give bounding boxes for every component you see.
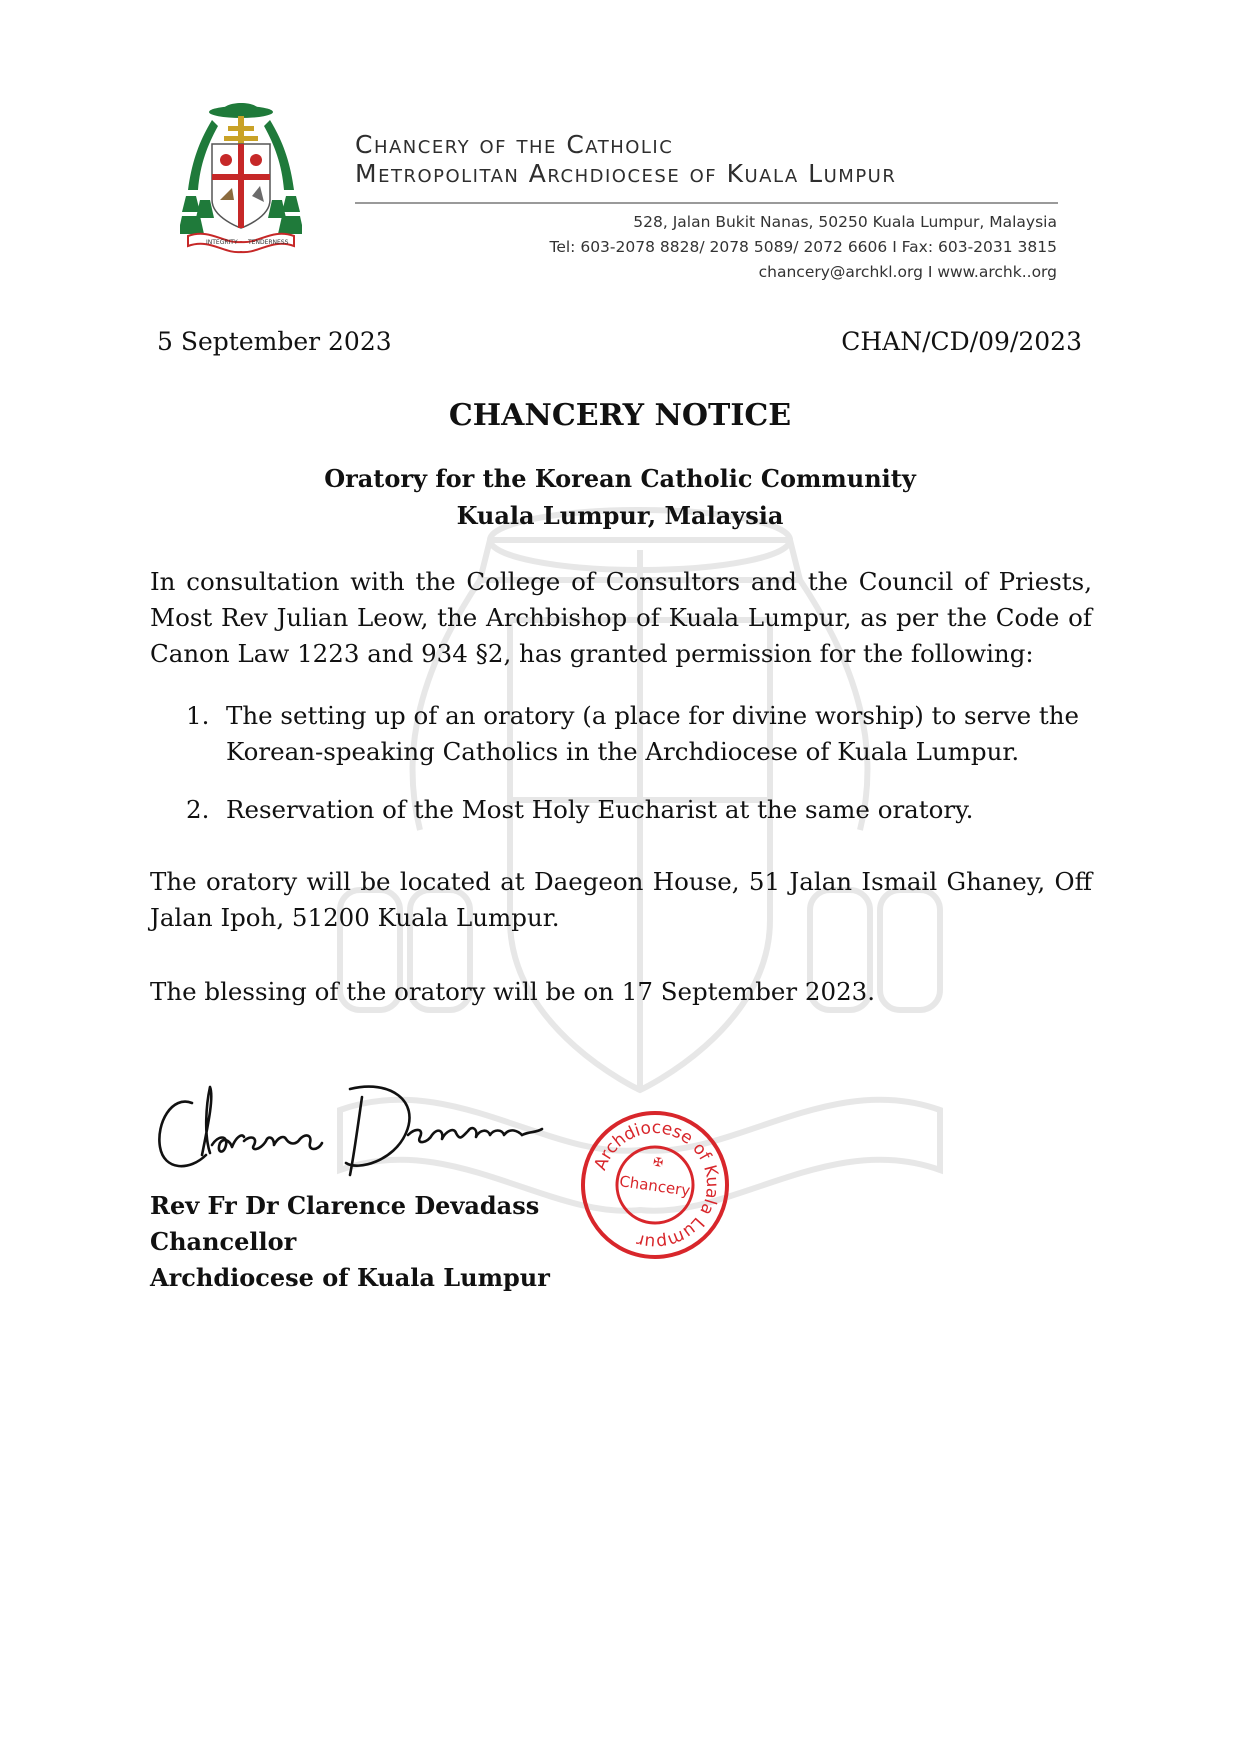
signatory-name: Rev Fr Dr Clarence Devadass (150, 1191, 540, 1220)
email-web-line: chancery@archkl.org I www.archk..org (758, 263, 1057, 281)
subtitle-line2: Kuala Lumpur, Malaysia (456, 501, 784, 530)
notice-subtitle (0, 460, 1240, 534)
permissions-list (150, 698, 1092, 850)
list-item-number: 2. (186, 795, 210, 824)
list-item (150, 792, 1092, 828)
crest-motto-right: TENDERNESS (248, 239, 289, 246)
address-line: 528, Jalan Bukit Nanas, 50250 Kuala Lumpur, Malaysia (633, 213, 1057, 231)
handwritten-signature (150, 1075, 550, 1185)
list-item-text: Reservation of the Most Holy Eucharist at the same oratory. (226, 795, 974, 824)
stamp-ring-text: Archdiocese of Kuala Lumpur (590, 1117, 723, 1253)
notice-title: CHANCERY NOTICE (448, 398, 792, 433)
tel-fax-line: Tel: 603-2078 8828/ 2078 5089/ 2072 6606 I Fax: 603-2031 3815 (549, 238, 1057, 256)
list-item (150, 698, 1092, 770)
header-divider (355, 202, 1058, 204)
crest-motto-left: INTEGRITY (206, 239, 238, 246)
blessing-paragraph: The blessing of the oratory will be on 17 September 2023. (150, 977, 876, 1006)
chancery-stamp (578, 1108, 732, 1262)
notice-date: 5 September 2023 (157, 327, 392, 356)
signatory-block (150, 1188, 550, 1296)
location-paragraph: The oratory will be located at Daegeon House, 51 Jalan Ismail Ghaney, Off Jalan Ipoh, 51200 Kuala Lumpur. (150, 867, 1092, 932)
archdiocese-crest-logo (180, 100, 302, 260)
list-item-number: 1. (186, 701, 210, 730)
contact-block (550, 210, 1058, 285)
signatory-office: Archdiocese of Kuala Lumpur (150, 1263, 550, 1292)
signatory-role: Chancellor (150, 1227, 297, 1256)
organization-name (355, 130, 1055, 188)
stamp-cross-icon: ✠ (652, 1154, 665, 1170)
intro-paragraph: In consultation with the College of Consultors and the Council of Priests, Most Rev Julian Leow, the Archbishop of Kuala Lumpur, as per the Code of Canon Law 1223 and 934 §2, has granted permission for the following: (150, 567, 1092, 668)
subtitle-line1: Oratory for the Korean Catholic Community (324, 464, 916, 493)
org-name-line2: Metropolitan Archdiocese of Kuala Lumpur (355, 159, 897, 188)
list-item-text: The setting up of an oratory (a place for divine worship) to serve the Korean-speaking Catholics in the Archdiocese of Kuala Lumpur. (226, 701, 1080, 766)
reference-number: CHAN/CD/09/2023 (841, 327, 1082, 356)
org-name-line1: Chancery of the Catholic (355, 130, 674, 159)
stamp-center-text: Chancery (618, 1172, 692, 1200)
